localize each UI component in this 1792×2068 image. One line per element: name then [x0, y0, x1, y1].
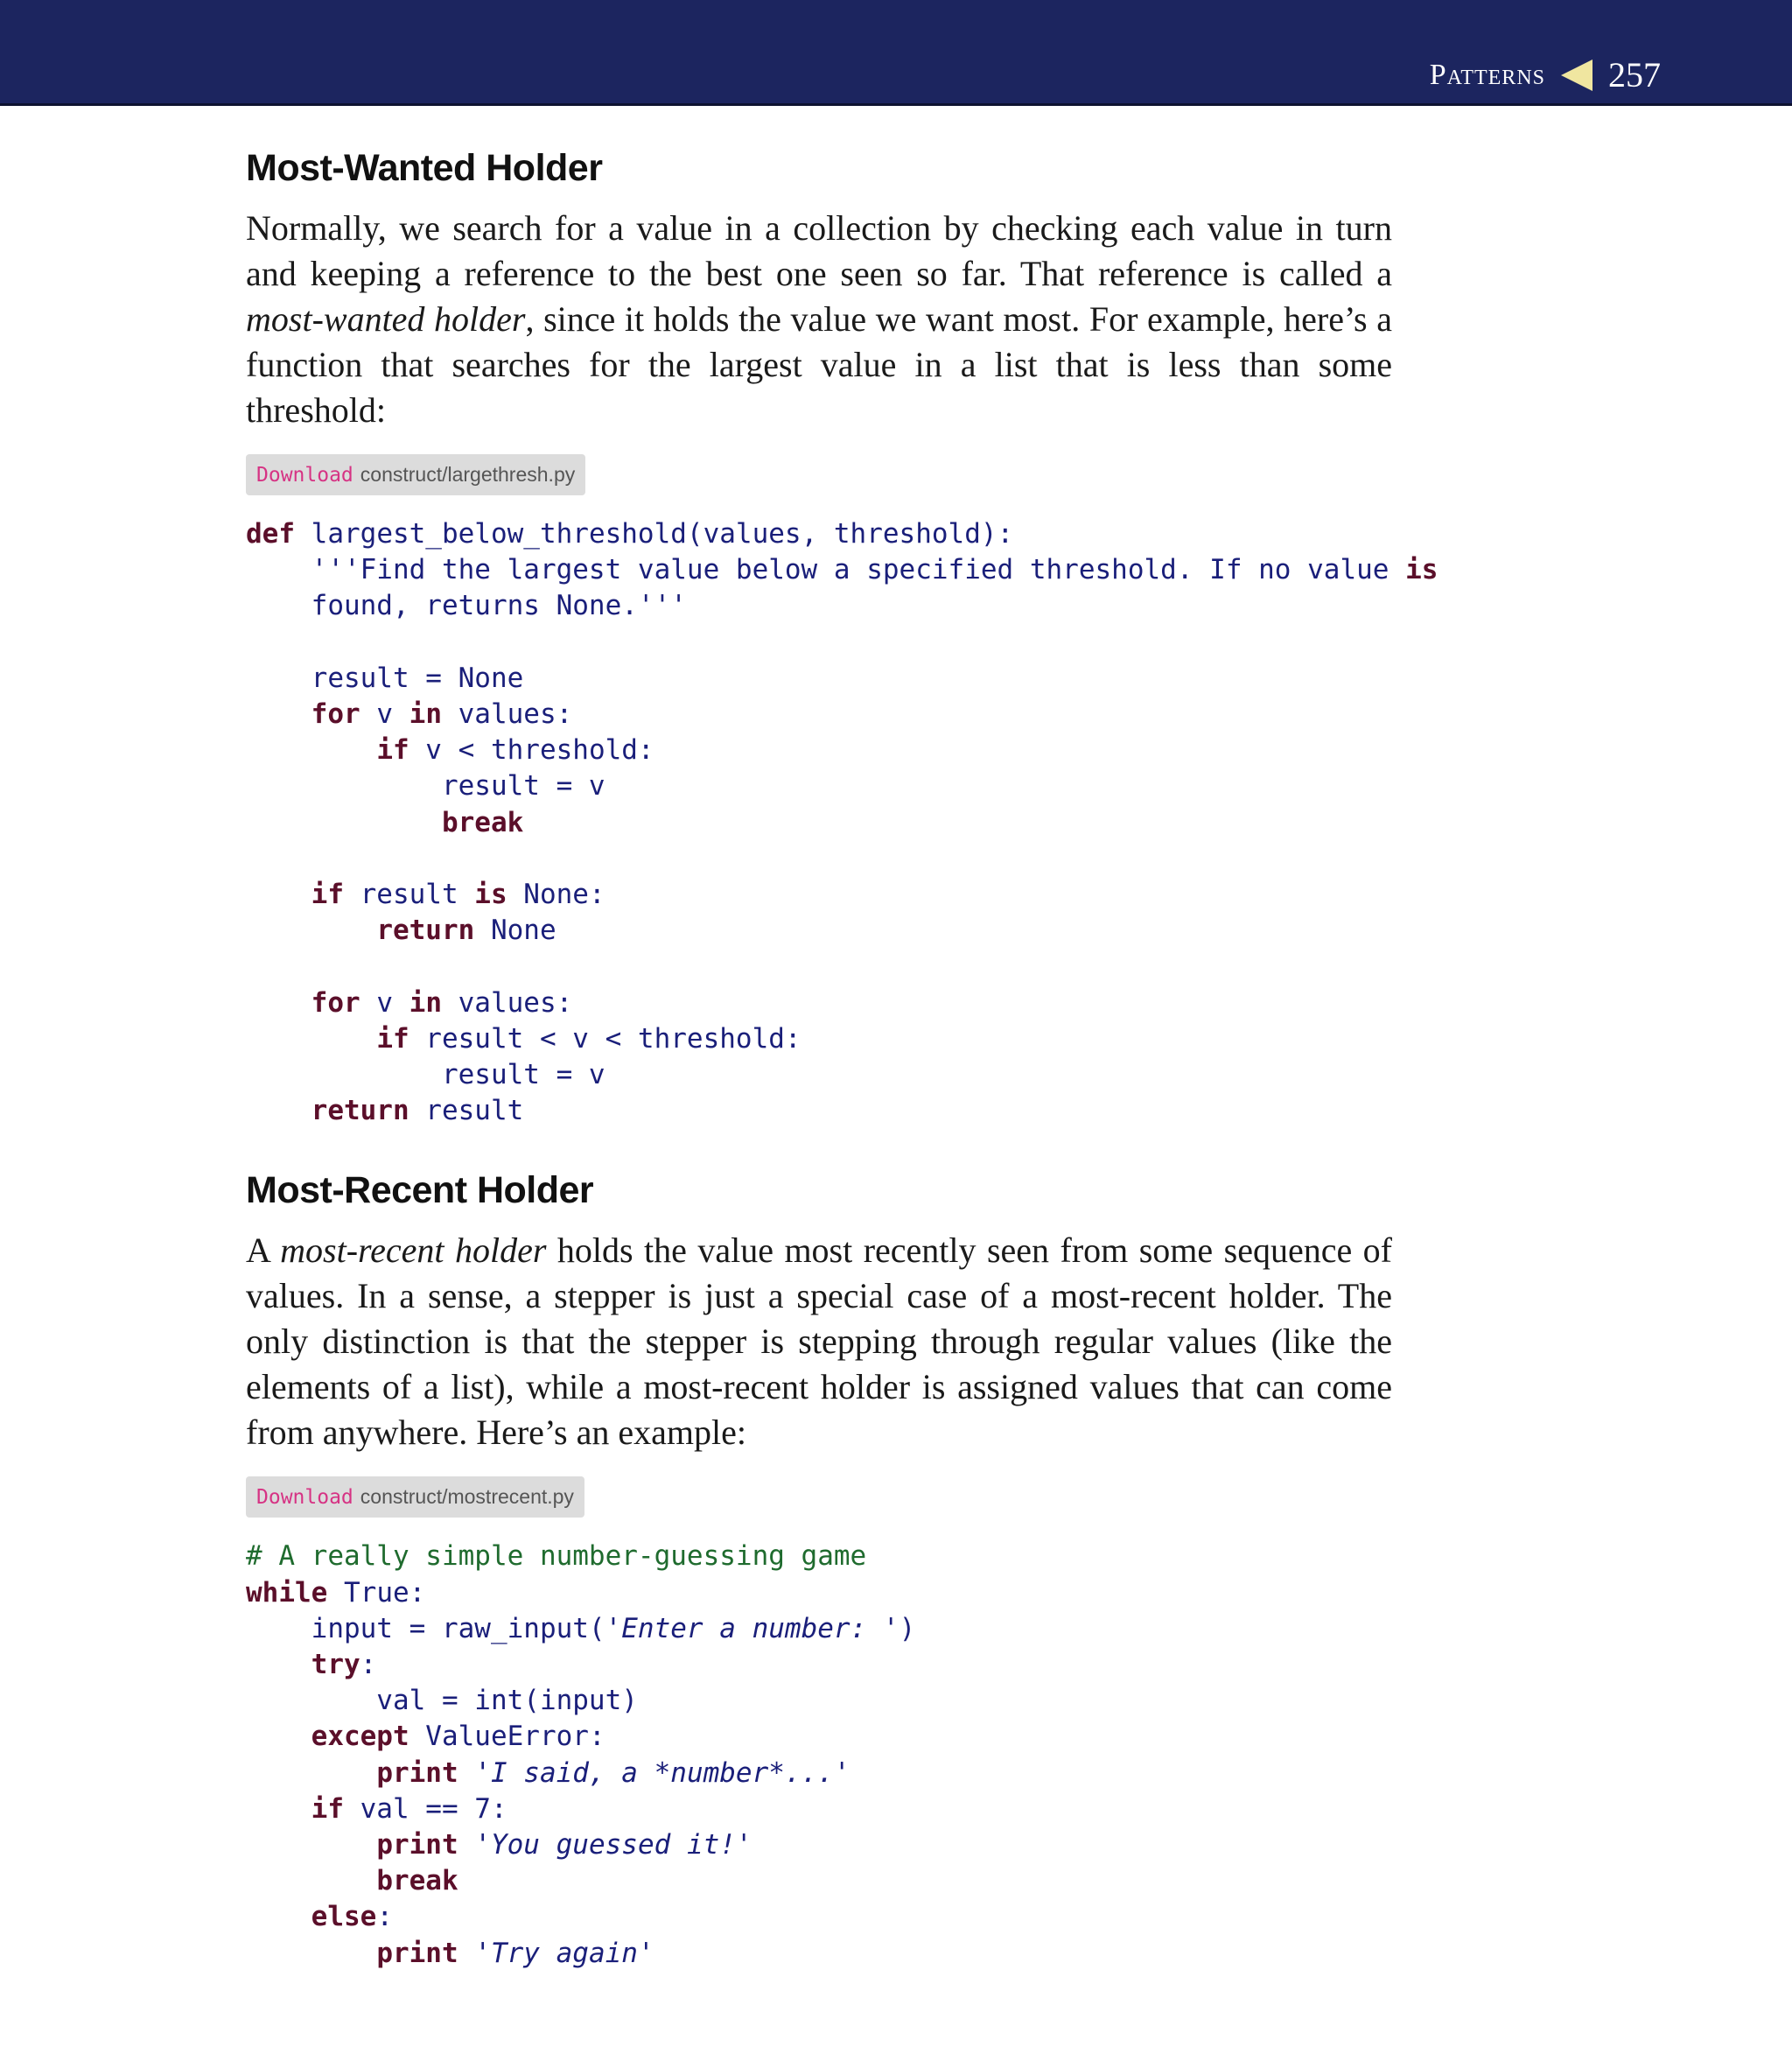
paragraph-most-wanted [246, 206, 1392, 433]
download-filename[interactable]: construct/mostrecent.py [360, 1485, 574, 1509]
code-line: if val == 7: [311, 1792, 508, 1825]
code-line: def largest_below_threshold(values, threshold): [246, 518, 1014, 550]
code-line: if v < threshold: [376, 734, 654, 767]
code-line: break [376, 1865, 458, 1897]
download-link[interactable] [246, 454, 585, 495]
code-line: found, returns None.''' [246, 590, 687, 622]
term-emphasis: most-wanted holder [246, 299, 526, 339]
code-line: result = v [246, 770, 606, 803]
code-line: print 'Try again' [376, 1937, 654, 1969]
code-line: print 'I said, a *number*...' [376, 1756, 850, 1789]
code-line: result = v [246, 1059, 606, 1091]
paragraph-text: Normally, we search for a value in a collection by checking each value in turn and keeping a reference to the best one seen so far. That reference is called a [246, 208, 1392, 293]
code-block-mostrecent [246, 1539, 1392, 1971]
code-line: return None [376, 915, 556, 947]
code-line: if result is None: [311, 879, 606, 911]
code-line: result = None [246, 662, 524, 694]
page-content [246, 147, 1438, 1972]
code-line: break [441, 806, 524, 838]
code-line: val = int(input) [246, 1685, 638, 1717]
code-line: if result < v < threshold: [376, 1022, 802, 1055]
code-line: # A really simple number-guessing game [246, 1540, 867, 1573]
paragraph-text: holds the value most recently seen from some sequence of values. In a sense, a stepper is just a special case of a most-recent holder. The only distinction is that the stepper is stepping through regular values (like the elements of a list), while a most-recent holder is assigned values that can come from anywhere. Here’s an example: [246, 1230, 1393, 1453]
paragraph-text: , since it holds the value we want most. For example, here’s a function that searches for the largest value in a list that is less than some threshold: [246, 299, 1392, 430]
paragraph-most-recent [246, 1228, 1392, 1455]
code-line: else: [311, 1901, 393, 1933]
paragraph-text: A [246, 1230, 281, 1271]
code-line: for v in values: [311, 986, 573, 1019]
back-arrow-icon[interactable] [1561, 60, 1592, 91]
code-line: except ValueError: [311, 1721, 606, 1753]
code-block-largethresh [246, 516, 1438, 1129]
download-link[interactable] [246, 1476, 584, 1518]
term-emphasis: most-recent holder [280, 1230, 547, 1271]
section-name: Patterns [1429, 58, 1545, 91]
code-line: '''Find the largest value below a specified threshold. If no value is [246, 554, 1438, 586]
page-header-bar [0, 0, 1792, 106]
code-line: print 'You guessed it!' [376, 1829, 752, 1861]
code-line: for v in values: [311, 698, 573, 731]
download-label[interactable]: Download [256, 464, 354, 487]
code-line: input = raw_input('Enter a number: ') [246, 1612, 916, 1644]
download-filename[interactable]: construct/largethresh.py [360, 463, 576, 486]
running-head [1430, 54, 1661, 95]
page-number: 257 [1608, 55, 1661, 95]
section-heading-most-recent: Most-Recent Holder [246, 1169, 594, 1212]
section-heading-most-wanted: Most-Wanted Holder [246, 147, 603, 189]
download-label[interactable]: Download [256, 1486, 354, 1510]
code-line: return result [311, 1095, 524, 1127]
code-line: while True: [246, 1576, 426, 1609]
code-line: try: [311, 1649, 377, 1681]
